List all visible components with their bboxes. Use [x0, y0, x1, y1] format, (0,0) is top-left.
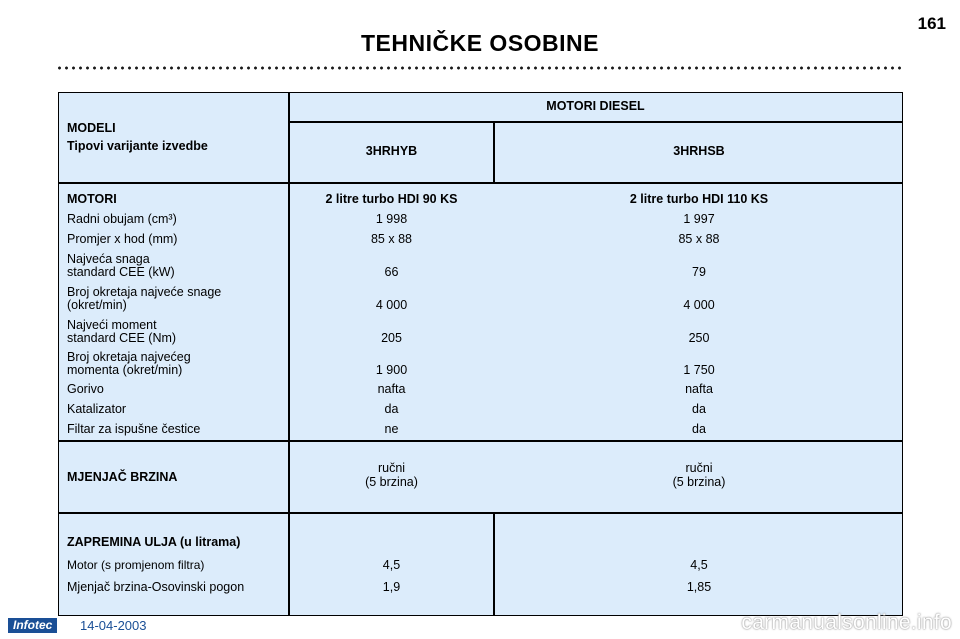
oil-gearbox-col1: 1,9	[382, 580, 401, 594]
row-particle-filter-col1: ne	[384, 422, 399, 436]
row-fuel-col2: nafta	[685, 382, 713, 396]
row-torque-rpm-label-1: Broj okretaja najvećeg	[67, 350, 191, 364]
col2-code: 3HRHSB	[673, 144, 725, 158]
row-bore-stroke-col1: 85 x 88	[370, 232, 412, 246]
oil-engine-col1: 4,5	[382, 558, 401, 572]
gearbox-col1-line1: ručni	[377, 461, 406, 475]
variants-label: Tipovi varijante izvedbe	[67, 139, 208, 153]
gearbox-col2-line1: ručni	[685, 461, 713, 475]
watermark: carmanualsonline.info	[741, 611, 952, 634]
row-max-torque-col1: 205	[381, 331, 402, 345]
row-max-power-col1: 66	[384, 265, 399, 279]
table-divider-v1	[288, 93, 290, 615]
engine-label: MOTORI	[67, 192, 117, 206]
oil-label: ZAPREMINA ULJA (u litrama)	[67, 535, 241, 549]
gearbox-col1-line2: (5 brzina)	[365, 475, 418, 489]
table-divider-h3	[59, 440, 902, 442]
footer-date: 14-04-2003	[80, 618, 147, 633]
row-fuel-label: Gorivo	[67, 382, 104, 396]
row-power-rpm-col1: 4 000	[375, 298, 408, 312]
dotted-divider	[56, 66, 904, 70]
row-catalyst-col1: da	[384, 402, 399, 416]
oil-engine-col2: 4,5	[690, 558, 708, 572]
page-title: TEHNIČKE OSOBINE	[360, 30, 600, 56]
spec-table	[58, 92, 903, 616]
oil-gearbox-col2: 1,85	[686, 580, 712, 594]
table-divider-h1	[288, 121, 902, 123]
row-max-torque-col2: 250	[688, 331, 710, 345]
models-label: MODELI	[67, 121, 116, 135]
table-divider-h4	[59, 512, 902, 514]
row-power-rpm-label-2: (okret/min)	[67, 298, 127, 312]
row-power-rpm-label-1: Broj okretaja najveće snage	[67, 285, 222, 299]
row-torque-rpm-label-2: momenta (okret/min)	[67, 363, 183, 377]
row-bore-stroke-label: Promjer x hod (mm)	[67, 232, 178, 246]
row-torque-rpm-col1: 1 900	[375, 363, 408, 377]
row-catalyst-label: Katalizator	[67, 402, 127, 416]
page-number: 161	[917, 14, 946, 33]
row-particle-filter-label: Filtar za ispušne čestice	[67, 422, 201, 436]
row-max-power-label-2: standard CEE (kW)	[67, 265, 175, 279]
row-displacement-col1: 1 998	[375, 212, 408, 226]
oil-engine-label: Motor (s promjenom filtra)	[67, 558, 205, 572]
group-header: MOTORI DIESEL	[546, 99, 645, 113]
engine-col1: 2 litre turbo HDI 90 KS	[325, 192, 458, 206]
row-max-torque-label-2: standard CEE (Nm)	[67, 331, 177, 345]
row-max-power-label-1: Najveća snaga	[67, 252, 150, 266]
row-displacement-label: Radni obujam (cm³)	[67, 212, 177, 226]
row-particle-filter-col2: da	[692, 422, 706, 436]
row-max-power-col2: 79	[692, 265, 706, 279]
row-fuel-col1: nafta	[377, 382, 406, 396]
row-power-rpm-col2: 4 000	[683, 298, 715, 312]
gearbox-col2-line2: (5 brzina)	[672, 475, 726, 489]
row-displacement-col2: 1 997	[683, 212, 715, 226]
col1-code: 3HRHYB	[365, 144, 418, 158]
row-catalyst-col2: da	[692, 402, 706, 416]
row-max-torque-label-1: Najveći moment	[67, 318, 157, 332]
row-bore-stroke-col2: 85 x 88	[678, 232, 720, 246]
row-torque-rpm-col2: 1 750	[683, 363, 715, 377]
oil-gearbox-label: Mjenjač brzina-Osovinski pogon	[67, 580, 245, 594]
gearbox-label: MJENJAČ BRZINA	[67, 470, 178, 484]
table-divider-h2	[59, 182, 902, 184]
engine-col2: 2 litre turbo HDI 110 KS	[629, 192, 769, 206]
infotec-logo: Infotec	[8, 618, 57, 633]
